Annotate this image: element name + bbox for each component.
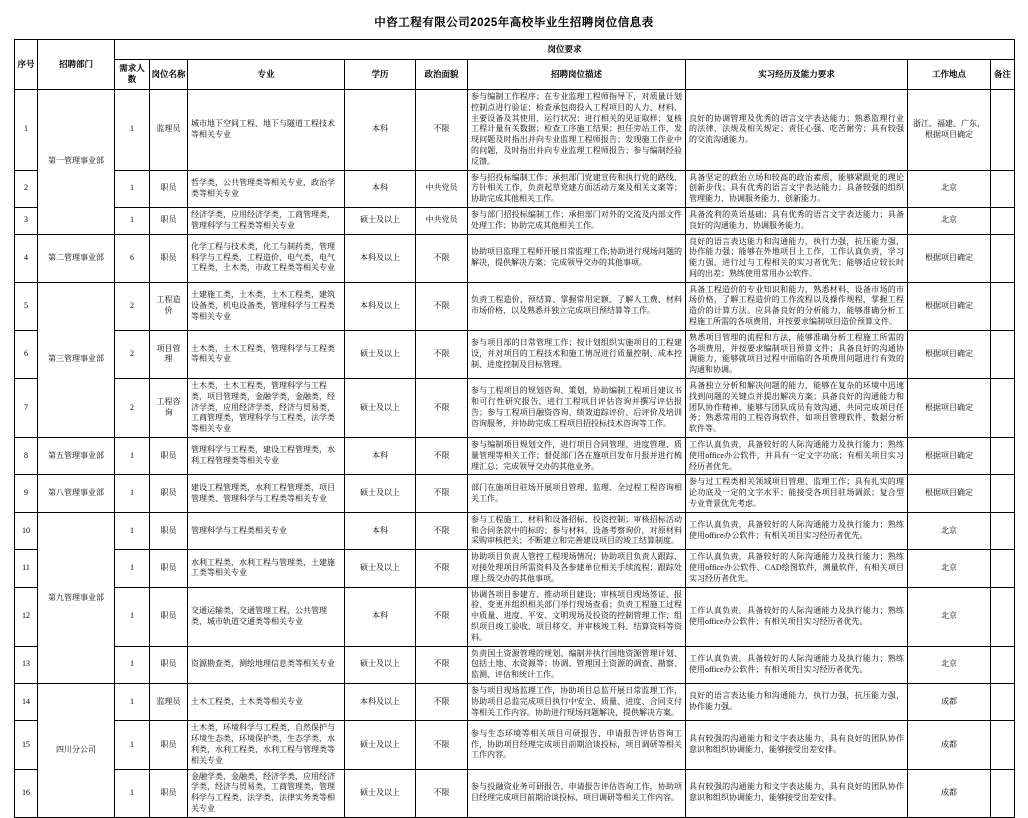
cell-count: 1 (115, 89, 150, 170)
cell-degree: 本科 (345, 587, 416, 646)
cell-department: 四川分公司 (38, 683, 115, 817)
cell-position: 职员 (150, 234, 188, 282)
cell-degree: 硕士及以上 (345, 721, 416, 769)
cell-department: 第八管理事业部 (38, 475, 115, 512)
cell-count: 6 (115, 234, 150, 282)
cell-description: 部门在施项目驻场开展项目管理、监理、全过程工程咨询相关工作。 (468, 475, 686, 512)
cell-position: 职员 (150, 475, 188, 512)
cell-requirement: 具备独立分析和解决问题的能力，能够在复杂的环境中迅速找到问题的关键点并提出解决方案；具备良好的沟通能力和团队协作精神，能够与团队成员有效沟通，共同完成项目任务；熟悉常用的工程咨询软件，如项目管理软件、数据分析软件等。 (686, 379, 908, 438)
header-degree: 学历 (345, 60, 416, 90)
cell-serial: 11 (15, 550, 38, 587)
cell-remark (991, 769, 1015, 817)
header-position: 岗位名称 (150, 60, 188, 90)
cell-description: 协调各项目参建方、推动项目建设；审核项目现场签证、报验、变更并组织相关部门举行现场查看；负责工程施工过程中质量、进度、平安、文明现场及投资的控制管理工作；组织项目竣工验收、项目移交、并审核竣工科、结算资料等资料。 (468, 587, 686, 646)
cell-political: 不限 (416, 89, 468, 170)
header-major: 专业 (188, 60, 345, 90)
cell-remark (991, 587, 1015, 646)
cell-major: 管理科学与工程类相关专业 (188, 512, 345, 549)
cell-requirement: 工作认真负责，具备较好的人际沟通能力及执行能力；熟练使用office办公软件；有相关项目实习经历者优先。 (686, 646, 908, 683)
cell-description: 参与项目现场监理工作，协助项目总监开展日常监理工作，协助项目总监完成项目执行中安全、质量、进度、合同支付等相关工作内容。协助进行现场问题解决，提供解决方案。 (468, 683, 686, 720)
cell-description: 参与招投标编制工作；承担部门党建宣传和执行党的路线、方针相关工作，负责起草党建方面活动方案及相关文案等；协助完成其他相关工作。 (468, 170, 686, 207)
cell-requirement: 具有较强的沟通能力和文字表达能力，具有良好的团队协作意识和组织协调能力，能够接受出差安排。 (686, 721, 908, 769)
header-requirements-group: 岗位要求 (115, 40, 1015, 60)
cell-department: 第一管理事业部 (38, 89, 115, 234)
cell-remark (991, 282, 1015, 330)
cell-degree: 本科 (345, 170, 416, 207)
cell-count: 1 (115, 683, 150, 720)
cell-position: 职员 (150, 721, 188, 769)
cell-political: 中共党员 (416, 170, 468, 207)
cell-major: 交通运输类，交通管理工程，公共管理类，城市轨道交通类等相关专业 (188, 587, 345, 646)
cell-location: 根据项目确定 (908, 234, 991, 282)
cell-serial: 3 (15, 207, 38, 234)
cell-count: 1 (115, 769, 150, 817)
cell-description: 协助项目负责人管控工程现场情况；协助项目负责人跟踪、对接处理项目所需资料及各参建单位相关手续流程；跟踪处理上级交办的其他事项。 (468, 550, 686, 587)
cell-description: 参与项目部的日常管理工作；按计划组织实施项目的工程建设，并对项目的工程技术和施工情况进行质量控制、成本控制、进度控制及目标管理。 (468, 330, 686, 378)
cell-remark (991, 683, 1015, 720)
header-serial: 序号 (15, 40, 38, 90)
page-title: 中咨工程有限公司2025年高校毕业生招聘岗位信息表 (374, 17, 654, 29)
cell-position: 工程咨询 (150, 379, 188, 438)
cell-location: 北京 (908, 512, 991, 549)
cell-political: 中共党员 (416, 207, 468, 234)
cell-remark (991, 550, 1015, 587)
cell-count: 1 (115, 512, 150, 549)
cell-political: 不限 (416, 282, 468, 330)
header-description: 招聘岗位描述 (468, 60, 686, 90)
cell-remark (991, 512, 1015, 549)
cell-count: 2 (115, 379, 150, 438)
cell-degree: 硕士及以上 (345, 646, 416, 683)
cell-requirement: 熟悉项目管理的流程和方法，能够准确分析工程施工所需的各项费用，并按要求编制项目预算文件；具备良好的沟通协调能力，能够就项目过程中面临的各项费用问题进行有效的沟通和协调。 (686, 330, 908, 378)
cell-position: 职员 (150, 170, 188, 207)
table-row (15, 282, 1015, 330)
cell-requirement: 具备流利的英语基础；具有优秀的语言文字表达能力；具备良好的沟通能力、协调服务能力。 (686, 207, 908, 234)
cell-count: 2 (115, 282, 150, 330)
cell-position: 职员 (150, 769, 188, 817)
cell-requirement: 良好的语言表达能力和沟通能力，执行力强，抗压能力强，协作能力强；能够在外地项目上工作，工作认真负责，学习能力强，进行过与工程相关的实习者优先；能够适应较长时间的出差；熟练使用常用办公软件。 (686, 234, 908, 282)
cell-degree: 硕士及以上 (345, 207, 416, 234)
cell-count: 1 (115, 170, 150, 207)
table-row (15, 207, 1015, 234)
table-header (15, 40, 1015, 90)
cell-degree: 硕士及以上 (345, 330, 416, 378)
cell-description: 参与部门招投标编制工作；承担部门对外的交流及内部文件处理工作；协助完成其他相关工作。 (468, 207, 686, 234)
cell-requirement: 参与过工程类相关领域项目管理、监理工作；具有扎实的理论功底及一定的文字水平；能接受各项目驻场调派；复合型专业背景优先考虑。 (686, 475, 908, 512)
cell-serial: 1 (15, 89, 38, 170)
cell-remark (991, 646, 1015, 683)
cell-serial: 13 (15, 646, 38, 683)
cell-description: 负责工程造价、预结算、掌握常用定额、了解人工费、材料市场价格，以及熟悉并独立完成项目预结算等工作。 (468, 282, 686, 330)
cell-position: 职员 (150, 207, 188, 234)
cell-political: 不限 (416, 512, 468, 549)
cell-requirement: 工作认真负责，具备较好的人际沟通能力及执行能力；熟练使用office办公软件，并具有一定文字功底；有相关项目实习经历者优先。 (686, 438, 908, 475)
cell-description: 参与生态环境等相关项目可研报告、申请报告评估咨询工作，协助项目经理完成项目前期洽谈投标，项目调研等相关工作内容。 (468, 721, 686, 769)
cell-requirement: 工作认真负责，具备较好的人际沟通能力及执行能力；熟练使用office办公软件；有相关项目实习经历者优先。 (686, 512, 908, 549)
cell-requirement: 具备工程造价的专业知识和能力，熟悉材料、设备市场的市场价格，了解工程造价的工作流程以及操作规程，掌握工程造价的计算方法。应具备良好的分析能力，能够准确分析工程施工所需的各项费用，并按要求编制项目造价预算文件。 (686, 282, 908, 330)
cell-count: 1 (115, 721, 150, 769)
cell-serial: 2 (15, 170, 38, 207)
table-row (15, 89, 1015, 170)
cell-political: 不限 (416, 550, 468, 587)
cell-position: 职员 (150, 438, 188, 475)
cell-serial: 14 (15, 683, 38, 720)
header-political: 政治面貌 (416, 60, 468, 90)
cell-degree: 硕士及以上 (345, 550, 416, 587)
table-row (15, 721, 1015, 769)
cell-serial: 6 (15, 330, 38, 378)
cell-description: 参与编制项目规划文件，进行项目合同管理、进度管理、质量管理等相关工作；督促部门各在施项目发布月报并进行梳理汇总；完成领导交办的其他业务。 (468, 438, 686, 475)
cell-requirement: 工作认真负责，具备较好的人际沟通能力及执行能力；熟练使用office办公软件；有相关项目实习经历者优先。 (686, 587, 908, 646)
table-row (15, 512, 1015, 549)
table-row (15, 379, 1015, 438)
cell-major: 城市地下空间工程、地下与隧道工程技术等相关专业 (188, 89, 345, 170)
cell-location: 北京 (908, 170, 991, 207)
cell-location: 根据项目确定 (908, 282, 991, 330)
cell-major: 土木类，环境科学与工程类，自然保护与环境生态类，环境保护类，生态学类，水利类，水利工程类，水利工程与管理类等相关专业 (188, 721, 345, 769)
cell-remark (991, 438, 1015, 475)
table-row (15, 587, 1015, 646)
table-body (15, 89, 1015, 817)
cell-description: 参与工程施工、材料和设备招标、投资控制；审核招标活动和合同条款中的标的；参与材料、设备考察询价，对原材料采购审核把关；不断建立和完善建设项目的竣工结算制度。 (468, 512, 686, 549)
header-department: 招聘部门 (38, 40, 115, 90)
cell-serial: 5 (15, 282, 38, 330)
cell-major: 管理科学与工程类，建设工程管理类，水利工程管理类等相关专业 (188, 438, 345, 475)
cell-degree: 本科及以上 (345, 683, 416, 720)
header-count: 需求人数 (115, 60, 150, 90)
header-location: 工作地点 (908, 60, 991, 90)
cell-political: 不限 (416, 438, 468, 475)
cell-department: 第三管理事业部 (38, 282, 115, 437)
cell-major: 土木类，土木工程类，管理科学与工程类，项目管理类，金融学类，金融类，经济学类，应用经济学类，经济与贸易类，工商管理类，管理科学与工程类，法学类等相关专业 (188, 379, 345, 438)
cell-major: 资源勘查类，测绘地理信息类等相关专业 (188, 646, 345, 683)
cell-remark (991, 330, 1015, 378)
header-requirement: 实习经历及能力要求 (686, 60, 908, 90)
cell-location: 根据项目确定 (908, 330, 991, 378)
cell-major: 经济学类，应用经济学类，工商管理类，管理科学与工程类等相关专业 (188, 207, 345, 234)
cell-political: 不限 (416, 646, 468, 683)
cell-count: 1 (115, 550, 150, 587)
cell-department: 第二管理事业部 (38, 234, 115, 282)
cell-degree: 硕士及以上 (345, 769, 416, 817)
cell-requirement: 良好的协调管理及优秀的语言文字表达能力；熟悉监理行业的法律、法规及相关规定；责任心强、吃苦耐劳；具有较强的交流沟通能力。 (686, 89, 908, 170)
cell-major: 化学工程与技术类，化工与制药类，管理科学与工程类，工程造价、电气类，电气工程类，土木类，市政工程类等相关专业 (188, 234, 345, 282)
cell-position: 工程造价 (150, 282, 188, 330)
cell-remark (991, 379, 1015, 438)
cell-description: 协助项目监理工程师开展日常监理工作;协助进行现场问题的解决，提供解决方案；完成领导交办的其他事项。 (468, 234, 686, 282)
cell-location: 北京 (908, 207, 991, 234)
cell-location: 浙江、福建、广东，根据项目确定 (908, 89, 991, 170)
header-remark: 备注 (991, 60, 1015, 90)
cell-degree: 本科及以上 (345, 282, 416, 330)
table-row (15, 234, 1015, 282)
table-row (15, 550, 1015, 587)
cell-degree: 本科及以上 (345, 234, 416, 282)
cell-serial: 12 (15, 587, 38, 646)
cell-serial: 9 (15, 475, 38, 512)
cell-political: 不限 (416, 330, 468, 378)
cell-major: 土木类，土木工程类，管理科学与工程类等相关专业 (188, 330, 345, 378)
cell-major: 建设工程管理类，水利工程管理类，项目管理类、管理科学与工程类等相关专业 (188, 475, 345, 512)
cell-count: 1 (115, 438, 150, 475)
cell-political: 不限 (416, 379, 468, 438)
table-row (15, 683, 1015, 720)
cell-political: 不限 (416, 475, 468, 512)
cell-count: 1 (115, 587, 150, 646)
cell-description: 参与工程项目的规划咨询、策划，协助编制工程项目建议书和可行性研究报告，进行工程项目评估咨询并撰写评估报告；参与工程项目融资咨询、绩效追踪评价、后评价及培训咨询服务，并协助完成工程项目招投标技术咨询等工作。 (468, 379, 686, 438)
cell-serial: 4 (15, 234, 38, 282)
cell-serial: 10 (15, 512, 38, 549)
cell-location: 北京 (908, 550, 991, 587)
recruitment-table (14, 39, 1015, 818)
table-row (15, 475, 1015, 512)
cell-political: 不限 (416, 721, 468, 769)
cell-count: 1 (115, 207, 150, 234)
cell-remark (991, 207, 1015, 234)
cell-major: 哲学类，公共管理类等相关专业，政治学类等相关专业 (188, 170, 345, 207)
cell-requirement: 良好的语言表达能力和沟通能力，执行力强，抗压能力强，协作能力强。 (686, 683, 908, 720)
cell-description: 参与投融资业务可研报告、申请报告评估咨询工作，协助项目经理完成项目前期洽谈投标，项目调研等相关工作内容。 (468, 769, 686, 817)
cell-major: 金融学类，金融类，经济学类，应用经济学类，经济与贸易类，工商管理类，管理科学与工程类，法学类，法律实务类等相关专业 (188, 769, 345, 817)
cell-location: 根据项目确定 (908, 379, 991, 438)
cell-location: 根据项目确定 (908, 475, 991, 512)
cell-position: 职员 (150, 512, 188, 549)
cell-location: 成都 (908, 721, 991, 769)
cell-position: 项目管理 (150, 330, 188, 378)
cell-department: 第五管理事业部 (38, 438, 115, 475)
cell-political: 不限 (416, 587, 468, 646)
cell-remark (991, 89, 1015, 170)
cell-political: 不限 (416, 234, 468, 282)
table-row (15, 438, 1015, 475)
cell-degree: 硕士及以上 (345, 475, 416, 512)
cell-serial: 7 (15, 379, 38, 438)
cell-requirement: 具有较强的沟通能力和文字表达能力，具有良好的团队协作意识和组织协调能力，能够接受出差安排。 (686, 769, 908, 817)
cell-department: 第九管理事业部 (38, 512, 115, 683)
cell-position: 监理员 (150, 683, 188, 720)
cell-count: 2 (115, 330, 150, 378)
cell-degree: 本科 (345, 512, 416, 549)
cell-remark (991, 721, 1015, 769)
table-row (15, 170, 1015, 207)
cell-count: 1 (115, 475, 150, 512)
table-row (15, 769, 1015, 817)
cell-location: 成都 (908, 683, 991, 720)
cell-location: 成都 (908, 769, 991, 817)
cell-remark (991, 234, 1015, 282)
table-row (15, 330, 1015, 378)
cell-remark (991, 475, 1015, 512)
cell-serial: 16 (15, 769, 38, 817)
cell-serial: 15 (15, 721, 38, 769)
cell-major: 水利工程类，水利工程与管理类，土建施工类等相关专业 (188, 550, 345, 587)
cell-location: 北京 (908, 646, 991, 683)
cell-political: 不限 (416, 683, 468, 720)
cell-serial: 8 (15, 438, 38, 475)
cell-degree: 本科 (345, 438, 416, 475)
cell-position: 职员 (150, 550, 188, 587)
cell-position: 职员 (150, 587, 188, 646)
cell-count: 1 (115, 646, 150, 683)
cell-description: 负责国土资源管理的规划、编制并执行国地资源管理计划、包括土地、水资源等；协调、管理国土资源的调查、勘察、监测、评估和统计工作。 (468, 646, 686, 683)
cell-degree: 硕士及以上 (345, 379, 416, 438)
cell-degree: 本科 (345, 89, 416, 170)
cell-requirement: 具备坚定的政治立场和较高的政治素质，能够紧跟党的理论创新步伐；具有优秀的语言文字表达能力；具备较强的组织管理能力、协调服务能力、创新能力。 (686, 170, 908, 207)
cell-position: 职员 (150, 646, 188, 683)
table-row (15, 646, 1015, 683)
cell-position: 监理员 (150, 89, 188, 170)
cell-political: 不限 (416, 769, 468, 817)
cell-location: 根据项目确定 (908, 438, 991, 475)
cell-major: 土建施工类，土木类，土木工程类，建筑设备类，机电设备类，管理科学与工程类等相关专业 (188, 282, 345, 330)
cell-major: 土木工程类，土木类等相关专业 (188, 683, 345, 720)
cell-description: 参与编制工作程序；在专业监理工程师指导下，对质量计划控制点进行验证；检查承包商投入工程项目的人力、材料、主要设备及其使用、运行状况；进行相关的见证取样；复核工程计量有关数据；检查工序施工结果；担任旁站工作，发现问题及时指出并向专业监理工程师报告；发现施工作业中的问题，及时指出并向专业监理工程师报告；参与编制经验反馈。 (468, 89, 686, 170)
cell-location: 北京 (908, 587, 991, 646)
cell-requirement: 工作认真负责，具备较好的人际沟通能力及执行能力；熟练使用office办公软件、CAD绘图软件，测量软件，有相关项目实习经历者优先。 (686, 550, 908, 587)
cell-remark (991, 170, 1015, 207)
